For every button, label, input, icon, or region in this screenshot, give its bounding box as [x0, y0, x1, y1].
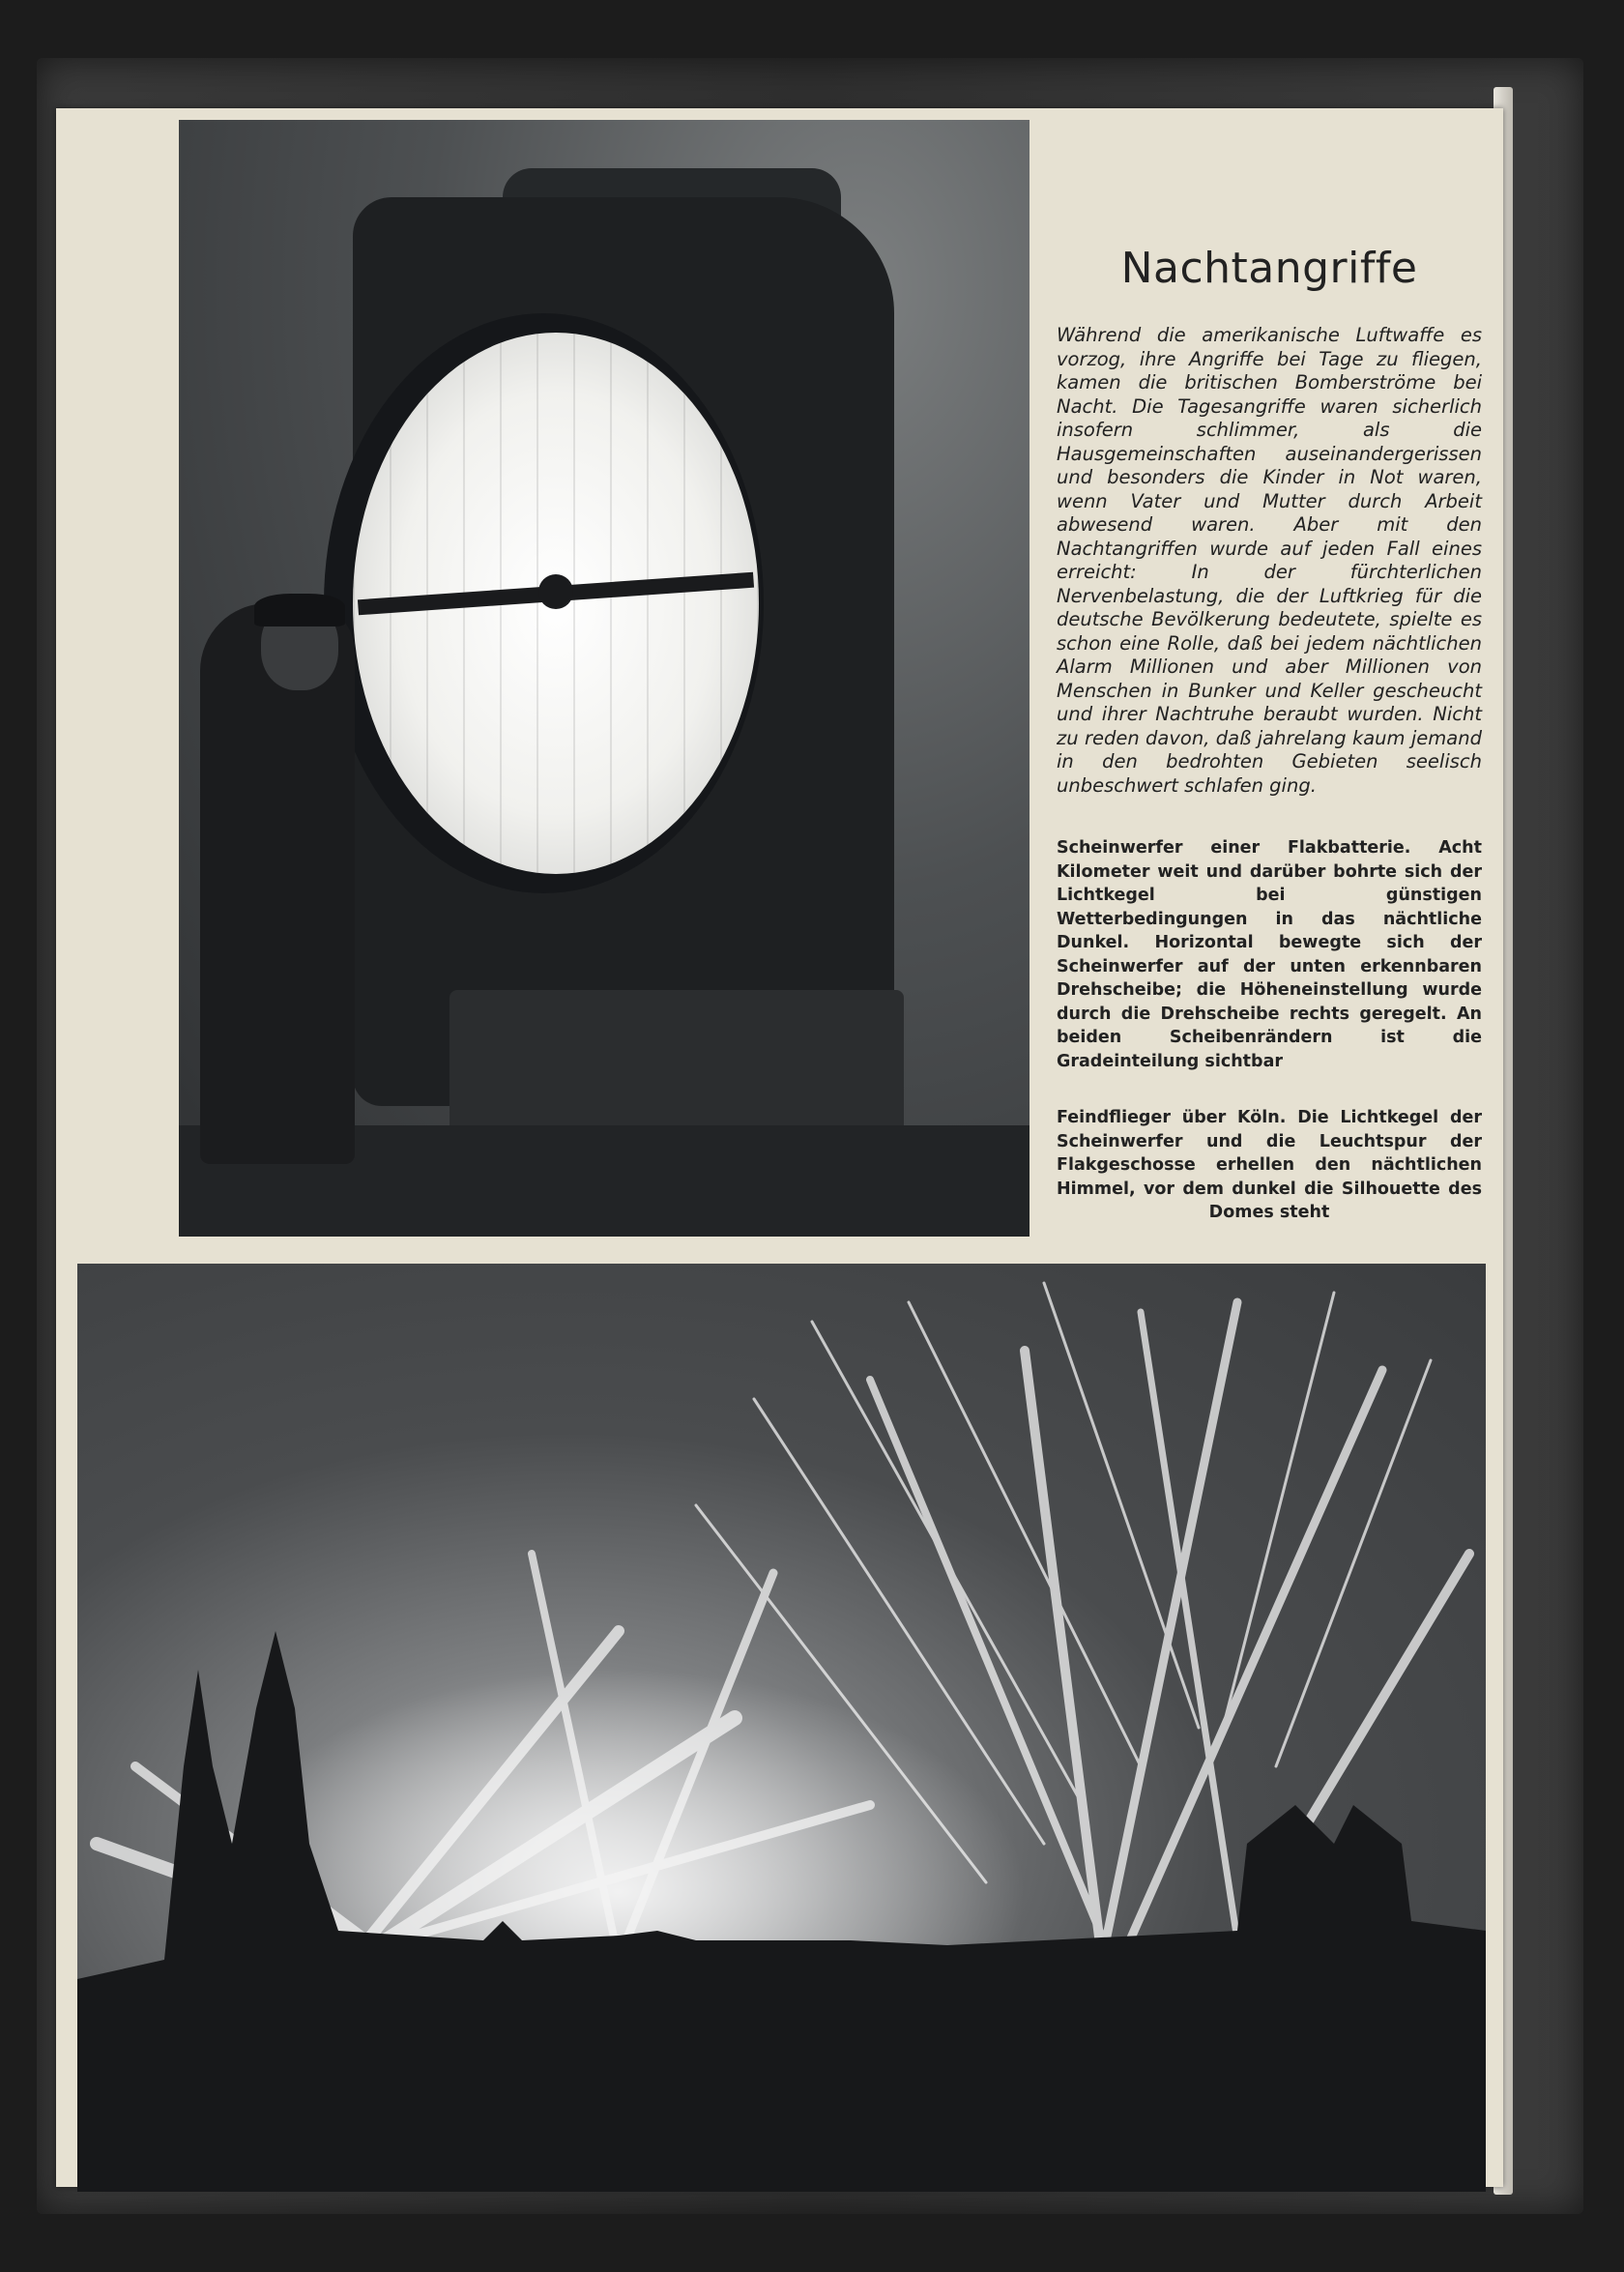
text-column	[1057, 244, 1482, 1258]
caption-cologne: Feindflieger über Köln. Die Lichtkegel der Scheinwerfer und die Leuchtspur der Flakgeschosse erhellen den nächtlichen Himmel, vor dem dunkel die Silhouette des Domes steht	[1057, 1108, 1482, 1222]
soldier-cap	[254, 594, 345, 626]
caption-searchlight: Scheinwerfer einer Flakbatterie. Acht Kilometer weit und darüber bohrte sich der Lichtkegel bei günstigen Wetterbedingungen in das nächtliche Dunkel. Horizontal bewegte sich der Scheinwerfer auf der unten erkennbaren Drehscheibe; die Höheneinstellung wurde durch die Drehscheibe rechts geregelt. An beiden Scheibenrändern ist die Gradeinteilung sichtbar	[1057, 838, 1482, 1071]
article-title: Nachtangriffe	[1120, 244, 1418, 293]
searchlight-photo	[179, 120, 1030, 1237]
night-sky-scene	[77, 1264, 1486, 2192]
soldier-silhouette	[200, 603, 355, 1164]
searchlight-base	[450, 990, 904, 1145]
cologne-night-photo	[77, 1264, 1486, 2192]
lens-hub	[538, 574, 573, 609]
album-page	[56, 108, 1503, 2187]
article-lead: Während die amerikanische Luftwaffe es vorzog, ihre Angriffe bei Tage zu fliegen, kamen die britischen Bomberströme bei Nacht. Die Tagesangriffe waren sicherlich insofern schlimmer, als die Hausgemeinschaften auseinandergerissen und besonders die Kinder in Not waren, wenn Vater und Mutter durch Arbeit abwesend waren. Aber mit den Nachtangriffen wurde auf jeden Fall eines erreicht: In der fürchterlichen Nervenbelastung, die der Luftkrieg für die deutsche Bevölkerung bedeutete, spielte es schon eine Rolle, daß bei jedem nächtlichen Alarm Millionen und aber Millionen von Menschen in Bunker und Keller gescheucht und ihrer Nachtruhe beraubt wurden. Nicht zu reden davon, daß jahrelang kaum jemand in den bedrohten Gebieten seelisch unbeschwert schlafen ging.	[1057, 324, 1482, 797]
